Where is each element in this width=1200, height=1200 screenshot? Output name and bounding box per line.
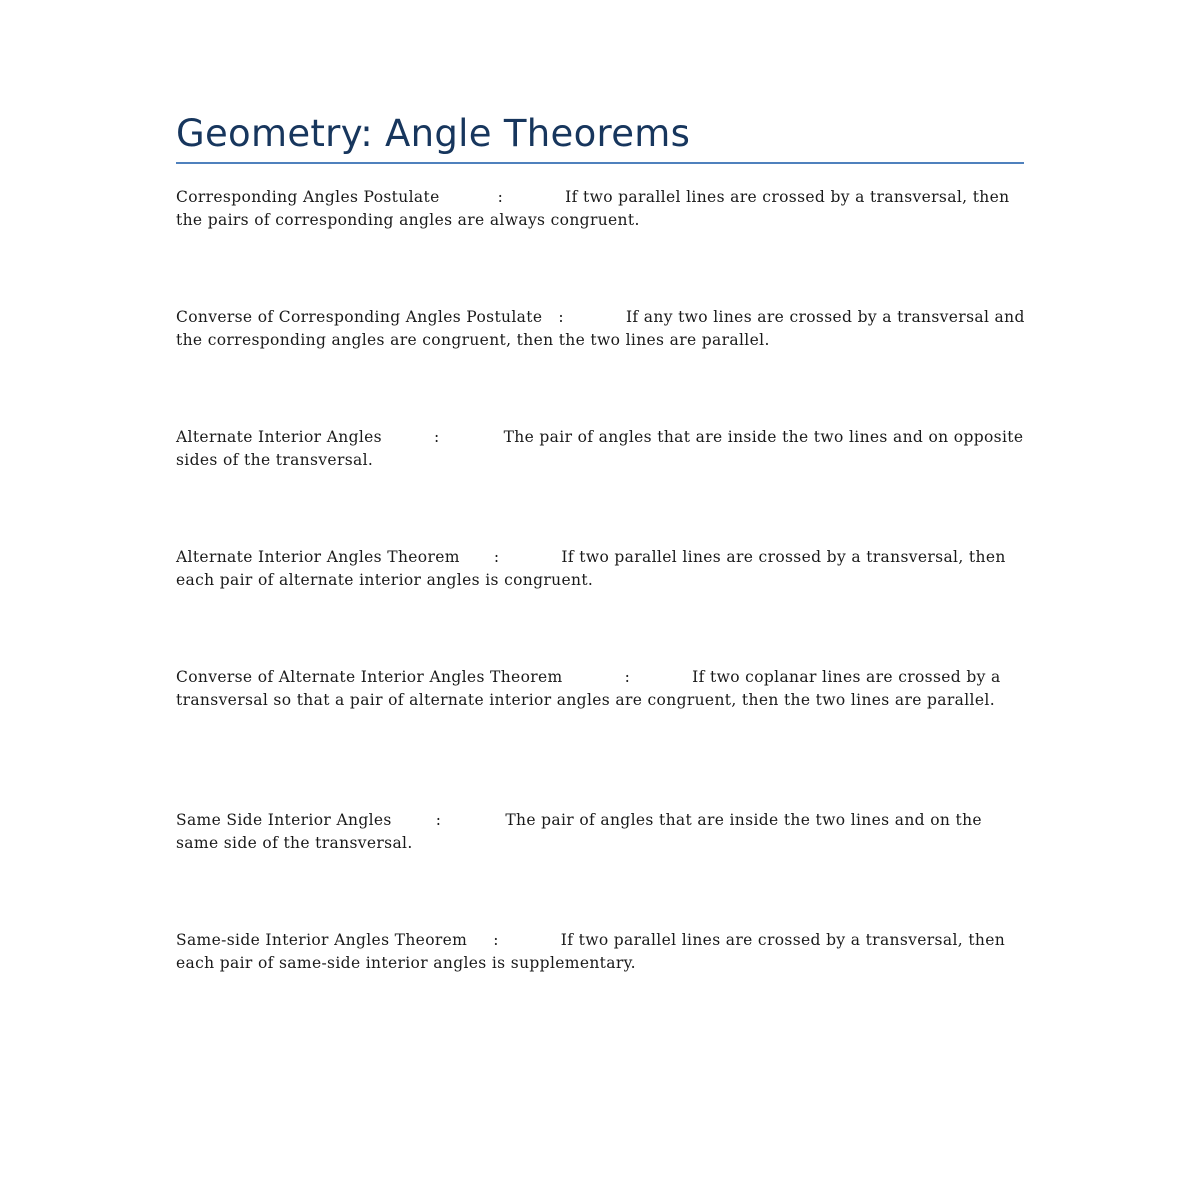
entry-corresponding-angles-postulate [176, 186, 1026, 232]
entry-separator: : [497, 188, 504, 206]
entry-definition: If two parallel lines are crossed by a transversal, then each pair of alternate interior angles is congruent. [176, 548, 1006, 589]
entry-definition: If any two lines are crossed by a transversal and the corresponding angles are congruent, then the two lines are parallel. [176, 308, 1025, 349]
entry-term: Same Side Interior Angles [176, 811, 392, 829]
entry-separator: : [435, 811, 442, 829]
title-underline [176, 162, 1024, 164]
entry-separator: : [624, 668, 631, 686]
entry-separator: : [493, 931, 499, 949]
entry-alternate-interior-angles-theorem [176, 546, 1026, 592]
entry-converse-corresponding-angles-postulate [176, 306, 1026, 352]
entry-term: Corresponding Angles Postulate [176, 188, 440, 206]
entry-definition: If two coplanar lines are crossed by a transversal so that a pair of alternate interior angles are congruent, then the two lines are parallel. [176, 668, 1001, 709]
entry-same-side-interior-angles [176, 809, 1026, 855]
entry-definition: If two parallel lines are crossed by a transversal, then the pairs of corresponding angles are always congruent. [176, 188, 1010, 229]
entry-term: Converse of Alternate Interior Angles Theorem [176, 668, 563, 686]
entry-converse-alternate-interior-angles-theorem [176, 666, 1026, 712]
entry-alternate-interior-angles [176, 426, 1026, 472]
entry-separator: : [434, 428, 440, 446]
entry-definition: The pair of angles that are inside the two lines and on opposite sides of the transversal. [176, 428, 1024, 469]
entry-definition: The pair of angles that are inside the two lines and on the same side of the transversal. [176, 811, 982, 852]
entry-term: Alternate Interior Angles [176, 428, 382, 446]
entry-separator: : [493, 548, 500, 566]
page-title: Geometry: Angle Theorems [176, 112, 691, 155]
entry-term: Alternate Interior Angles Theorem [176, 548, 460, 566]
entry-same-side-interior-angles-theorem [176, 929, 1026, 975]
entry-term: Converse of Corresponding Angles Postulate [176, 308, 543, 326]
entry-separator: : [558, 308, 564, 326]
entry-term: Same-side Interior Angles Theorem [176, 931, 468, 949]
entry-definition: If two parallel lines are crossed by a transversal, then each pair of same-side interior angles is supplementary. [176, 931, 1006, 972]
